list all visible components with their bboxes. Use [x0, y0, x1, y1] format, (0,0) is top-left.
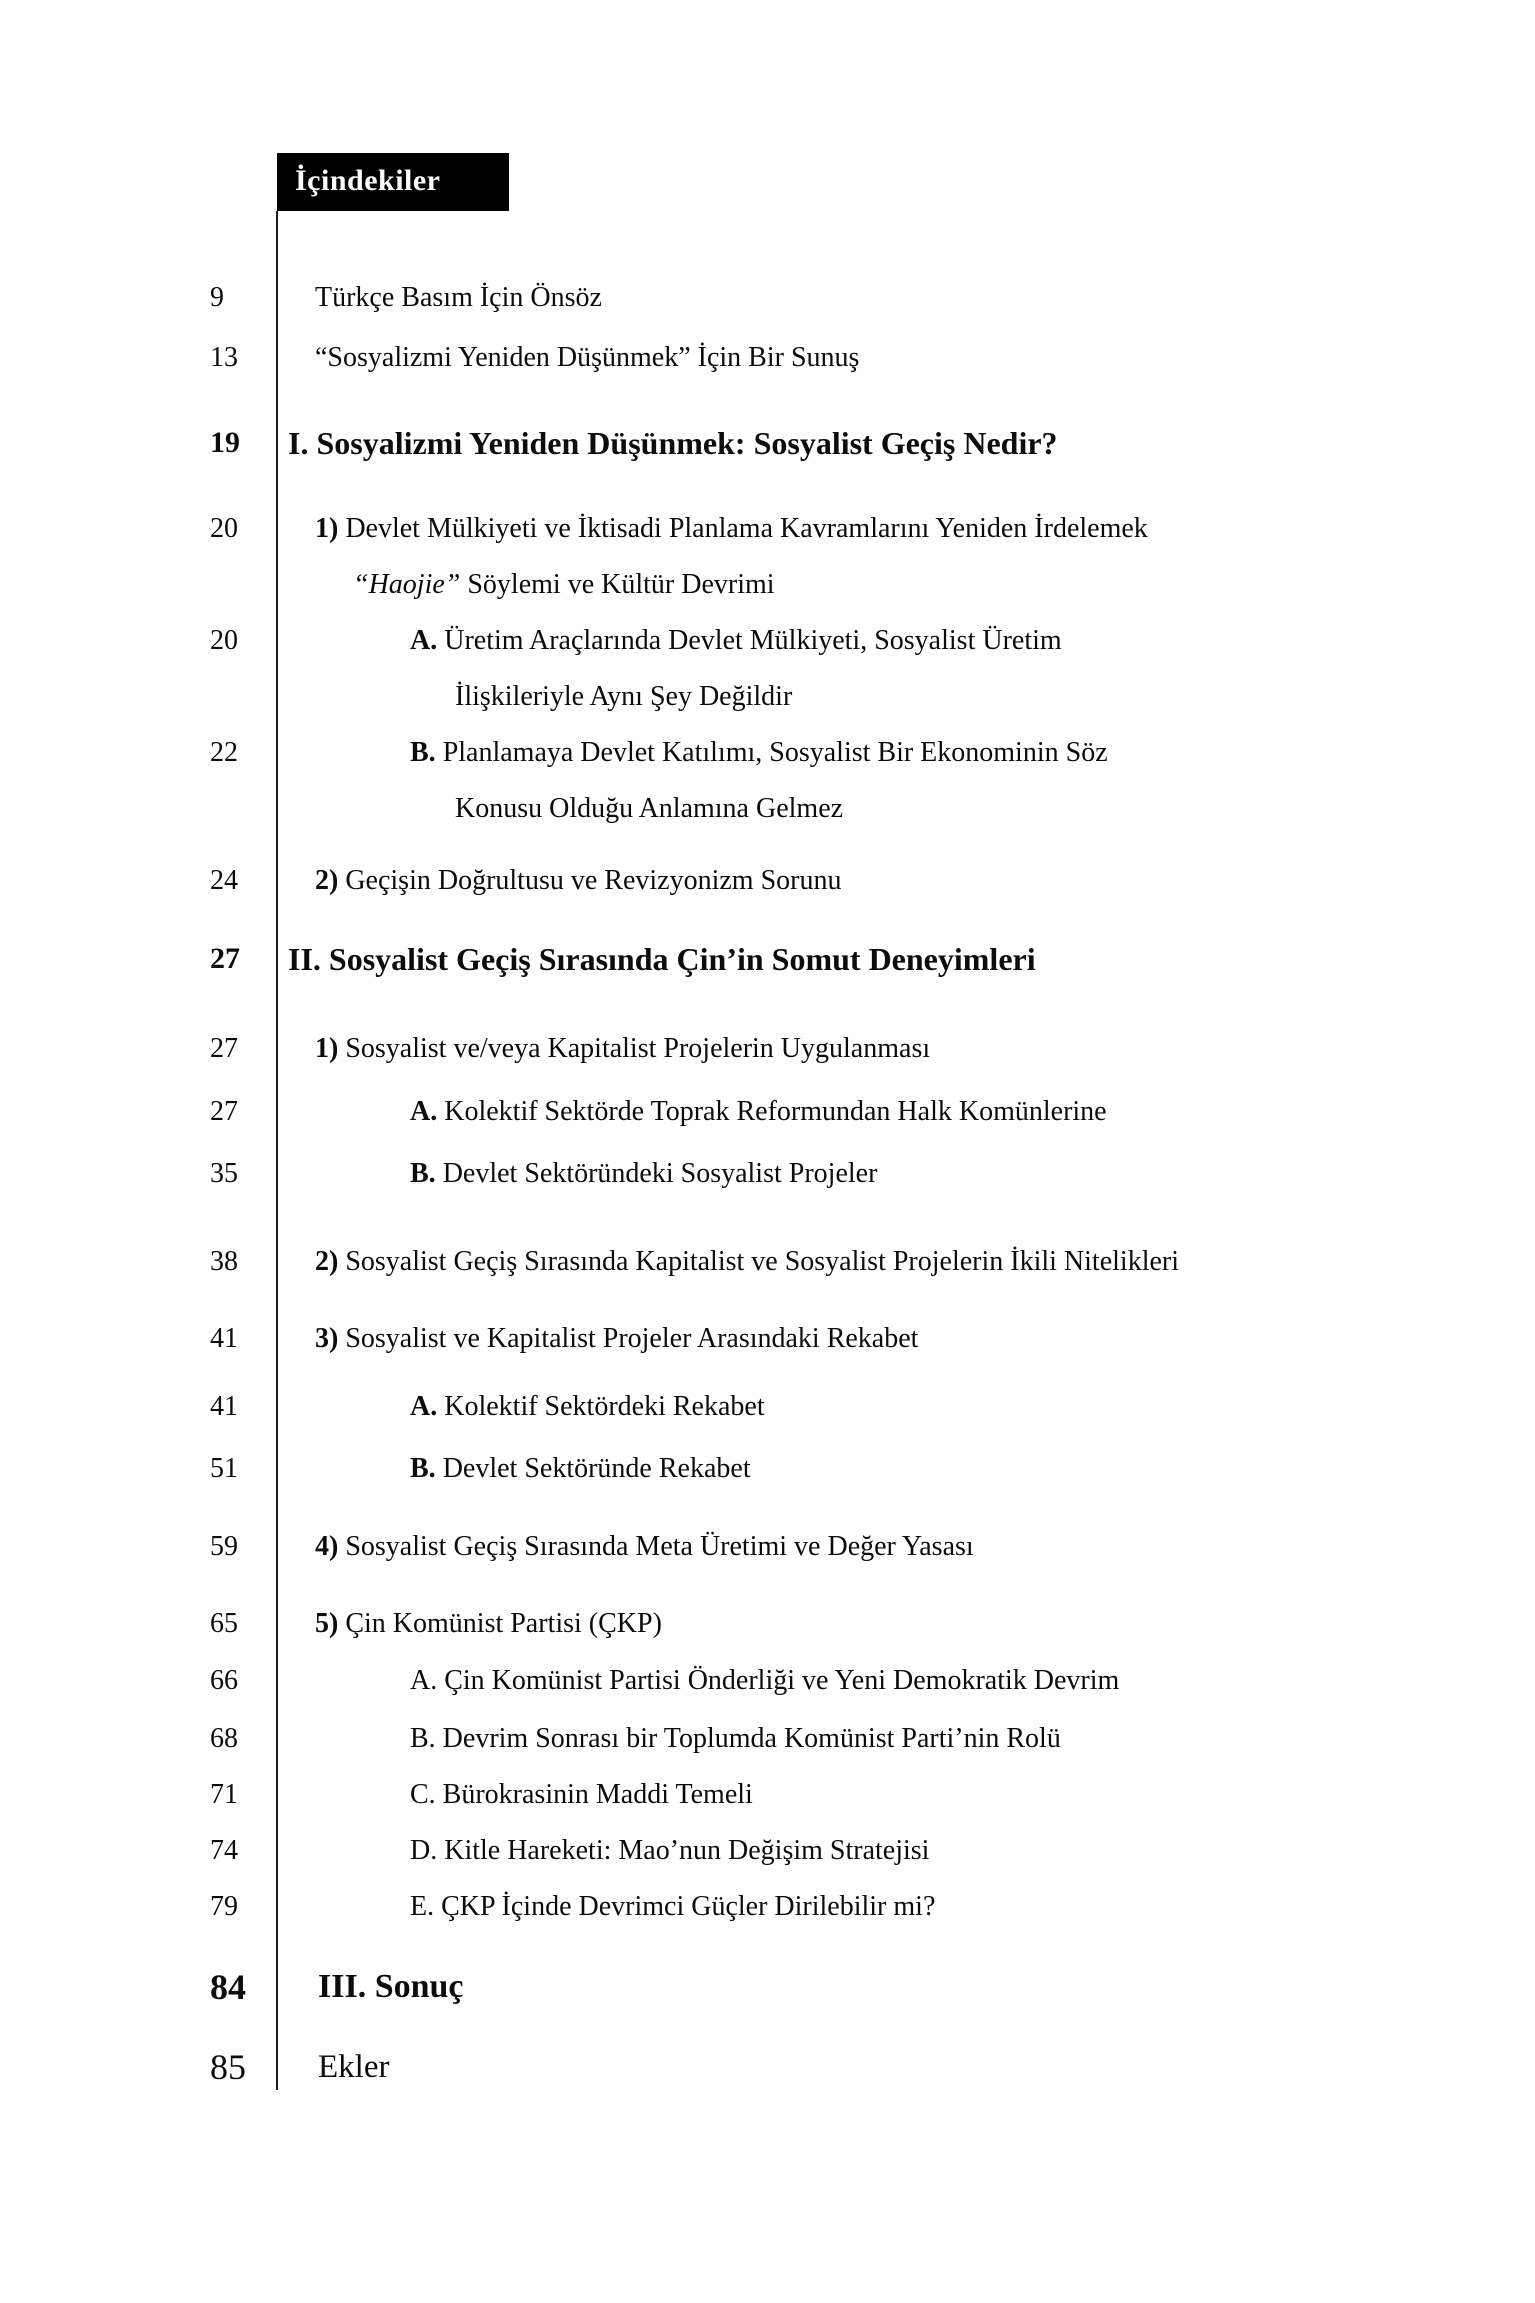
toc-row: [0, 1021, 1535, 1077]
toc-row: [0, 1879, 1535, 1935]
entry-segment: III. Sonuç: [318, 1968, 464, 2005]
toc-row: [0, 1379, 1535, 1435]
entry-text: [410, 1711, 1535, 1767]
entry-text: [353, 557, 1535, 613]
entry-text: [318, 1959, 1535, 2015]
page-number: 19: [210, 426, 240, 459]
entry-emphasis: “Haojie”: [353, 569, 461, 600]
page-number: 20: [210, 625, 238, 656]
entry-segment: Geçişin Doğrultusu ve Revizyonizm Sorunu: [338, 865, 842, 896]
entry-text: [315, 1021, 1535, 1077]
toc-row: [0, 1767, 1535, 1823]
page-number: 68: [210, 1723, 238, 1754]
toc-row: [0, 501, 1535, 613]
entry-segment: Devlet Mülkiyeti ve İktisadi Planlama Kavramlarını Yeniden İrdelemek: [338, 513, 1148, 544]
entry-segment: Sosyalist Geçiş Sırasında Kapitalist ve Sosyalist Projelerin İkili Nitelikleri: [338, 1246, 1179, 1277]
entry-text: [455, 781, 1535, 837]
page-number: 27: [210, 1096, 238, 1127]
entry-text: [315, 1519, 1535, 1575]
entry-segment: E. ÇKP İçinde Devrimci Güçler Dirilebilir mi?: [410, 1891, 936, 1922]
entry-text: [410, 1767, 1535, 1823]
entry-segment: Sosyalist ve Kapitalist Projeler Arasındaki Rekabet: [338, 1323, 919, 1354]
entry-text: [315, 853, 1535, 909]
page-number: 51: [210, 1453, 238, 1484]
entry-text: [315, 1596, 1535, 1652]
page-number: 71: [210, 1779, 238, 1810]
page-number: 74: [210, 1835, 238, 1866]
toc-row: [0, 1823, 1535, 1879]
toc-row: [0, 725, 1535, 837]
toc-rows: [0, 270, 1535, 2095]
entry-segment: Devlet Sektöründe Rekabet: [435, 1453, 751, 1484]
entry-text: [410, 1653, 1535, 1709]
entry-marker: A.: [410, 625, 438, 656]
page-number: 41: [210, 1391, 238, 1422]
entry-segment: Üretim Araçlarında Devlet Mülkiyeti, Sosyalist Üretim: [437, 625, 1062, 656]
entry-segment: I. Sosyalizmi Yeniden Düşünmek: Sosyalist Geçiş Nedir?: [288, 425, 1058, 461]
toc-row: [0, 1596, 1535, 1652]
page-number: 24: [210, 865, 238, 896]
page-number: 27: [210, 1033, 238, 1064]
toc-row: [0, 613, 1535, 725]
toc-row: [0, 415, 1535, 471]
entry-text: [315, 1234, 1535, 1290]
entry-text: [410, 1379, 1535, 1435]
entry-segment: C. Bürokrasinin Maddi Temeli: [410, 1779, 753, 1810]
toc-row: [0, 1084, 1535, 1140]
toc-row: [0, 1959, 1535, 2015]
entry-marker: A.: [410, 1391, 438, 1422]
page-number: 27: [210, 942, 240, 975]
entry-text: [455, 669, 1535, 725]
toc-row: [0, 1441, 1535, 1497]
entry-text: [410, 1084, 1535, 1140]
toc-row: [0, 853, 1535, 909]
entry-marker: 2): [315, 1246, 339, 1277]
entry-text: [288, 415, 1535, 471]
entry-segment: Kolektif Sektördeki Rekabet: [437, 1391, 765, 1422]
entry-text: [410, 725, 1535, 781]
page-number: 38: [210, 1246, 238, 1277]
toc-row: [0, 931, 1535, 987]
entry-segment: Devlet Sektöründeki Sosyalist Projeler: [435, 1158, 878, 1189]
entry-segment: İlişkileriyle Aynı Şey Değildir: [455, 681, 793, 712]
entry-marker: 1): [315, 513, 339, 544]
page-number: 20: [210, 513, 238, 544]
entry-text: [315, 330, 1535, 386]
entry-text: [315, 270, 1535, 326]
page-title: İçindekiler: [295, 164, 441, 197]
toc-row: [0, 330, 1535, 386]
toc-row: [0, 1519, 1535, 1575]
page-number: 59: [210, 1531, 238, 1562]
toc-row: [0, 1711, 1535, 1767]
toc-title-banner: [277, 153, 509, 211]
entry-segment: II. Sosyalist Geçiş Sırasında Çin’in Somut Deneyimleri: [288, 941, 1036, 977]
entry-marker: B.: [410, 1158, 436, 1189]
entry-text: [410, 1879, 1535, 1935]
entry-segment: Konusu Olduğu Anlamına Gelmez: [455, 793, 844, 824]
page-number: 9: [210, 282, 224, 313]
page-number: 65: [210, 1608, 238, 1639]
entry-marker: 5): [315, 1608, 339, 1639]
toc-row: [0, 1311, 1535, 1367]
entry-segment: Kolektif Sektörde Toprak Reformundan Halk Komünlerine: [437, 1096, 1107, 1127]
entry-segment: A. Çin Komünist Partisi Önderliği ve Yeni Demokratik Devrim: [410, 1665, 1120, 1696]
entry-text: [315, 1311, 1535, 1367]
entry-text: [410, 1441, 1535, 1497]
page-number: 84: [210, 1967, 246, 2007]
entry-segment: D. Kitle Hareketi: Mao’nun Değişim Stratejisi: [410, 1835, 930, 1866]
entry-marker: 1): [315, 1033, 339, 1064]
toc-row: [0, 270, 1535, 326]
entry-marker: 2): [315, 865, 339, 896]
page-number: 13: [210, 342, 238, 373]
entry-segment: Çin Komünist Partisi (ÇKP): [338, 1608, 662, 1639]
toc-row: [0, 2039, 1535, 2095]
entry-marker: A.: [410, 1096, 438, 1127]
toc-row: [0, 1146, 1535, 1202]
entry-segment: Planlamaya Devlet Katılımı, Sosyalist Bir Ekonominin Söz: [435, 737, 1108, 768]
entry-segment: Ekler: [318, 2049, 390, 2085]
entry-segment: B. Devrim Sonrası bir Toplumda Komünist Parti’nin Rolü: [410, 1723, 1061, 1754]
entry-text: [318, 2039, 1535, 2095]
entry-text: [410, 1146, 1535, 1202]
toc-row: [0, 1234, 1535, 1290]
entry-text: [410, 613, 1535, 669]
page-number: 22: [210, 737, 238, 768]
entry-text: [315, 501, 1535, 557]
entry-segment: Türkçe Basım İçin Önsöz: [315, 282, 602, 313]
toc-row: [0, 1653, 1535, 1709]
page-number: 41: [210, 1323, 238, 1354]
page-number: 35: [210, 1158, 238, 1189]
page-number: 85: [210, 2047, 246, 2087]
entry-segment: “Sosyalizmi Yeniden Düşünmek” İçin Bir Sunuş: [315, 342, 860, 373]
entry-text: [410, 1823, 1535, 1879]
entry-marker: B.: [410, 1453, 436, 1484]
entry-segment: Söylemi ve Kültür Devrimi: [460, 569, 775, 600]
entry-text: [288, 931, 1535, 987]
entry-marker: 4): [315, 1531, 339, 1562]
entry-marker: 3): [315, 1323, 339, 1354]
page-number: 66: [210, 1665, 238, 1696]
entry-segment: Sosyalist Geçiş Sırasında Meta Üretimi ve Değer Yasası: [338, 1531, 974, 1562]
entry-segment: Sosyalist ve/veya Kapitalist Projelerin Uygulanması: [338, 1033, 931, 1064]
entry-marker: B.: [410, 737, 436, 768]
page-number: 79: [210, 1891, 238, 1922]
